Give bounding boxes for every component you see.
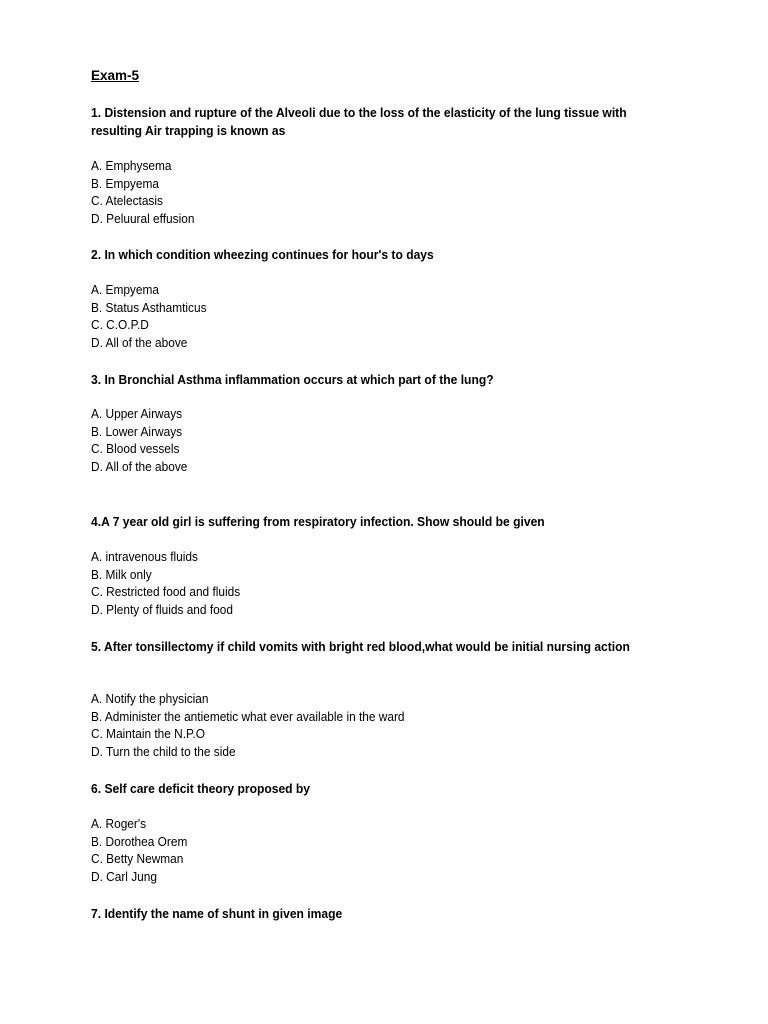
question-6-text: 6. Self care deficit theory proposed by xyxy=(91,781,311,796)
question-3-option-b: B. Lower Airways xyxy=(91,424,183,439)
question-4-text: 4.A 7 year old girl is suffering from respiratory infection. Show should be given xyxy=(91,514,545,529)
question-1-text: 1. Distension and rupture of the Alveoli due to the loss of the elasticity of the lung tissue with resulting Air trapping is known as xyxy=(91,105,627,138)
question-3-option-a: A. Upper Airways xyxy=(91,407,183,421)
question-1-option-c: C. Atelectasis xyxy=(91,194,163,209)
question-4-option-c: C. Restricted food and fluids xyxy=(91,585,241,600)
question-6-options xyxy=(91,816,187,887)
question-1-option-d: D. Peluural effusion xyxy=(91,212,195,227)
question-2-option-d: D. All of the above xyxy=(91,336,188,351)
question-6-option-c: C. Betty Newman xyxy=(91,852,184,867)
question-2-option-c: C. C.O.P.D xyxy=(91,318,149,333)
question-4-option-d: D. Plenty of fluids and food xyxy=(91,603,233,618)
question-1-option-b: B. Empyema xyxy=(91,176,159,191)
question-4-options xyxy=(91,549,240,620)
question-3-option-c: C. Blood vessels xyxy=(91,442,180,457)
question-5-option-a: A. Notify the physician xyxy=(91,692,209,706)
question-1-option-a: A. Emphysema xyxy=(91,159,172,173)
question-5-option-d: D. Turn the child to the side xyxy=(91,745,236,760)
question-3-options xyxy=(91,406,187,477)
question-2-option-a: A. Empyema xyxy=(91,283,159,297)
question-1-options xyxy=(91,158,194,229)
question-2-text: 2. In which condition wheezing continues for hour's to days xyxy=(91,247,434,262)
question-7-text: 7. Identify the name of shunt in given image xyxy=(91,906,343,921)
question-4-option-b: B. Milk only xyxy=(91,567,152,582)
question-5-text: 5. After tonsillectomy if child vomits with bright red blood,what would be initial nursing action xyxy=(91,639,630,654)
question-2-option-b: B. Status Asthamticus xyxy=(91,300,207,315)
question-6-option-b: B. Dorothea Orem xyxy=(91,834,188,849)
exam-title: Exam-5 xyxy=(91,68,140,83)
question-5-option-c: C. Maintain the N.P.O xyxy=(91,727,205,742)
question-3-text: 3. In Bronchial Asthma inflammation occurs at which part of the lung? xyxy=(91,372,494,387)
question-6-option-a: A. Roger's xyxy=(91,817,147,831)
question-4-option-a: A. intravenous fluids xyxy=(91,550,198,564)
question-5-options xyxy=(91,691,405,762)
question-6-option-d: D. Carl Jung xyxy=(91,870,158,885)
question-2-options xyxy=(91,282,207,353)
question-5-option-b: B. Administer the antiemetic what ever available in the ward xyxy=(91,709,405,724)
question-3-option-d: D. All of the above xyxy=(91,460,188,475)
